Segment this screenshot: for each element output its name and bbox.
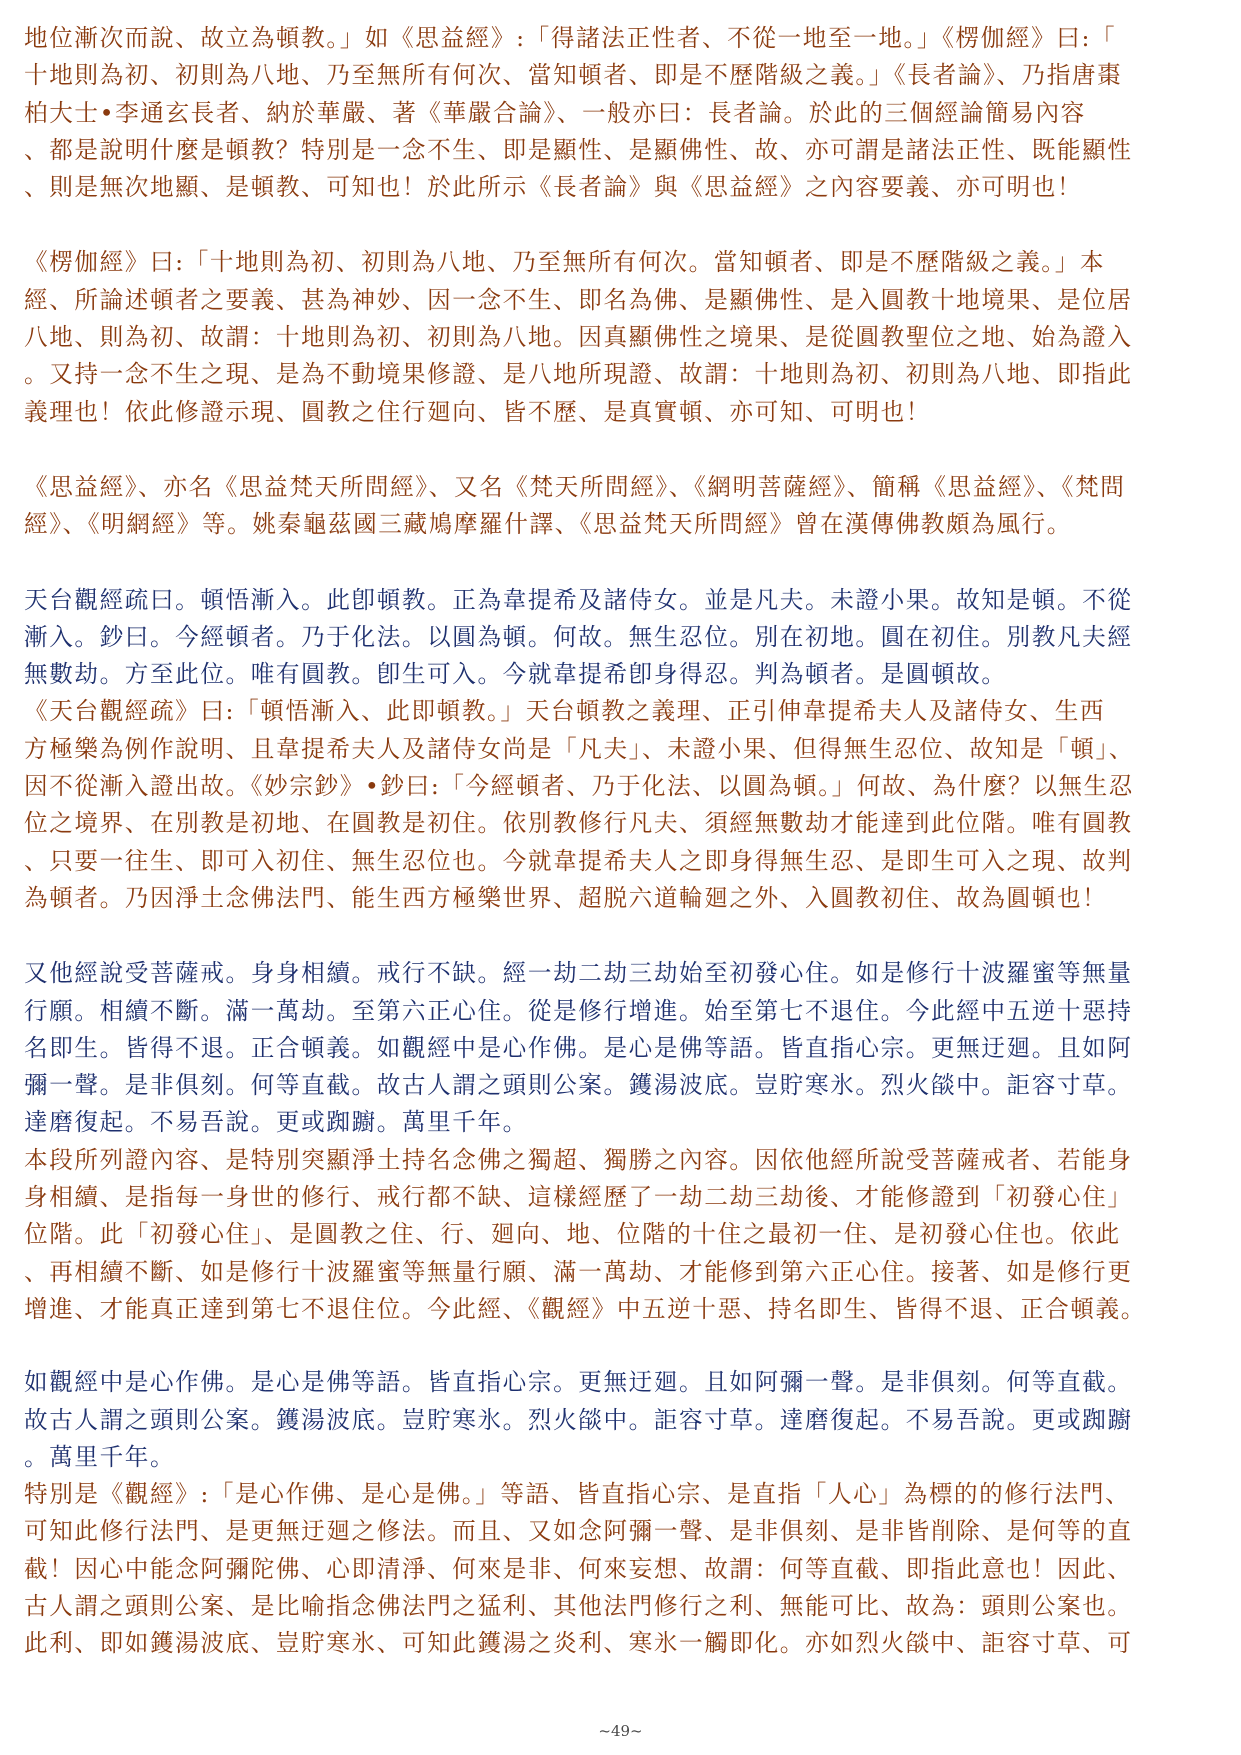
sutra-quote-tiantai <box>24 582 1215 694</box>
text-line: 增進、才能真正達到第七不退住位。今此經、《觀經》中五逆十惡、持名即生、皆得不退、正合頓義。 <box>24 1294 1146 1323</box>
text-line: 、都是說明什麼是頓教？特別是一念不生、即是顯性、是顯佛性、故、亦可謂是諸法正性、既能顯性 <box>24 135 1133 164</box>
text-line: 可知此修行法門、是更無迂廻之修法。而且、又如念阿彌一聲、是非俱刻、是非皆削除、是何等的直 <box>24 1517 1133 1546</box>
text-line: 此利、即如鑊湯波底、豈貯寒氷、可知此鑊湯之炎利、寒氷一觸即化。亦如烈火燄中、詎容寸草、可 <box>24 1629 1133 1658</box>
paragraph-changzhe-lun <box>24 20 1215 206</box>
paragraph-siyi-jing <box>24 469 1215 544</box>
page-number: ~49~ <box>598 1722 643 1740</box>
text-line: 古人謂之頭則公案、是比喻指念佛法門之猛利、其他法門修行之利、無能可比、故為：頭則公案也。 <box>24 1591 1133 1620</box>
text-line: 八地、則為初、故謂：十地則為初、初則為八地。因真顯佛性之境果、是從圓教聖位之地、始為證入 <box>24 323 1133 352</box>
text-line: 柏大士•李通玄長者、納於華嚴、著《華嚴合論》、一般亦曰：長者論。於此的三個經論簡易內容 <box>24 98 1086 127</box>
text-line: 。又持一念不生之現、是為不動境果修證、是八地所現證、故謂：十地則為初、初則為八地、即指此 <box>24 360 1133 389</box>
text-line: 彌一聲。是非俱刻。何等直截。故古人謂之頭則公案。鑊湯波底。豈貯寒氷。烈火燄中。詎容寸草。 <box>24 1071 1133 1100</box>
text-line: 天台觀經疏曰。頓悟漸入。此卽頓教。正為韋提希及諸侍女。並是凡夫。未證小果。故知是頓。不從 <box>24 585 1133 614</box>
text-line: 經、所論述頓者之要義、甚為神妙、因一念不生、即名為佛、是顯佛性、是入圓教十地境果、是位居 <box>24 285 1133 314</box>
text-line: 截！因心中能念阿彌陀佛、心即清淨、何來是非、何來妄想、故謂：何等直截、即指此意也！因此、 <box>24 1554 1133 1583</box>
text-line: 方極樂為例作說明、且韋提希夫人及諸侍女尚是「凡夫」、未證小果、但得無生忍位、故知是「頓」、 <box>24 734 1135 763</box>
text-line: 位階。此「初發心住」、是圓教之住、行、廻向、地、位階的十住之最初一住、是初發心住也。依此 <box>24 1220 1121 1249</box>
text-line: 位之境界、在別教是初地、在圓教是初住。依別教修行凡夫、須經無數劫才能達到此位階。唯有圓教 <box>24 809 1133 838</box>
sutra-quote-bodhisattva-precepts <box>24 955 1215 1141</box>
text-line: 地位漸次而說、故立為頓教。」如《思益經》:「得諸法正性者、不從一地至一地。」《楞伽經》曰:「 <box>24 24 1117 52</box>
text-line: 特別是《觀經》:「是心作佛、是心是佛。」等語、皆直指心宗、是直指「人心」為標的的修行法門、 <box>24 1480 1131 1509</box>
text-line: 因不從漸入證出故。《妙宗鈔》•鈔曰:「今經頓者、乃于化法、以圓為頓。」何故、為什麼？以無生忍 <box>24 772 1134 801</box>
text-line: 義理也！依此修證示現、圓教之住行廻向、皆不歷、是真實頓、亦可知、可明也！ <box>24 397 931 426</box>
paragraph-tiantai-commentary <box>24 693 1215 917</box>
text-line: 名即生。皆得不退。正合頓義。如觀經中是心作佛。是心是佛等語。皆直指心宗。更無迂廻。且如阿 <box>24 1033 1133 1062</box>
text-line: 十地則為初、初則為八地、乃至無所有何次、當知頓者、即是不歷階級之義。」《長者論》、乃指唐棗 <box>24 61 1123 90</box>
text-line: 漸入。鈔曰。今經頓者。乃于化法。以圓為頓。何故。無生忍位。別在初地。圓在初住。別教凡夫經 <box>24 622 1133 651</box>
text-line: 如觀經中是心作佛。是心是佛等語。皆直指心宗。更無迂廻。且如阿彌一聲。是非俱刻。何等直截。 <box>24 1368 1133 1397</box>
text-line: 《楞伽經》曰:「十地則為初、初則為八地、乃至無所有何次。當知頓者、即是不歷階級之義。」本 <box>24 248 1106 277</box>
sutra-quote-guanjing <box>24 1364 1215 1476</box>
text-line: 無數劫。方至此位。唯有圓教。卽生可入。今就韋提希卽身得忍。判為頓者。是圓頓故。 <box>24 660 1007 689</box>
text-line: 行願。相續不斷。滿一萬劫。至第六正心住。從是修行增進。始至第七不退住。今此經中五逆十惡持 <box>24 996 1133 1025</box>
text-line: 、再相續不斷、如是修行十波羅蜜等無量行願、滿一萬劫、才能修到第六正心住。接著、如是修行更 <box>24 1257 1133 1286</box>
text-line: 故古人謂之頭則公案。鑊湯波底。豈貯寒氷。烈火燄中。詎容寸草。達磨復起。不易吾說。更或踟躕 <box>24 1405 1133 1434</box>
paragraph-lengqie-jing <box>24 244 1215 430</box>
text-line: 。萬里千年。 <box>24 1442 176 1471</box>
text-line: 《天台觀經疏》曰:「頓悟漸入、此即頓教。」天台頓教之義理、正引伸韋提希夫人及諸侍女、生西 <box>24 697 1106 726</box>
text-line: 本段所列證內容、是特別突顯淨土持名念佛之獨超、獨勝之內容。因依他經所說受菩薩戒者、若能身 <box>24 1145 1133 1174</box>
paragraph-guanjing-commentary <box>24 1476 1215 1662</box>
text-line: 、則是無次地顯、是頓教、可知也！於此所示《長者論》與《思益經》之內容要義、亦可明也！ <box>24 173 1083 202</box>
text-line: 經》、《明網經》等。姚秦龜茲國三藏鳩摩羅什譯、《思益梵天所問經》曾在漢傳佛教頗為風行。 <box>24 510 1072 539</box>
text-line: 為頓者。乃因淨土念佛法門、能生西方極樂世界、超脱六道輪廻之外、入圓教初住、故為圓頓也！ <box>24 883 1108 912</box>
text-line: 、只要一往生、即可入初住、無生忍位也。今就韋提希夫人之即身得無生忍、是即生可入之現、故判 <box>24 846 1133 875</box>
paragraph-precepts-commentary <box>24 1142 1215 1328</box>
text-line: 《思益經》、亦名《思益梵天所問經》、又名《梵天所問經》、《網明菩薩經》、簡稱《思益經》、《梵問 <box>24 472 1126 501</box>
text-line: 又他經說受菩薩戒。身身相續。戒行不缺。經一劫二劫三劫始至初發心住。如是修行十波羅蜜等無量 <box>24 959 1133 988</box>
text-line: 達磨復起。不易吾說。更或踟躕。萬里千年。 <box>24 1108 528 1137</box>
text-line: 身相續、是指每一身世的修行、戒行都不缺、這樣經歷了一劫二劫三劫後、才能修證到「初發心住」 <box>24 1183 1133 1212</box>
